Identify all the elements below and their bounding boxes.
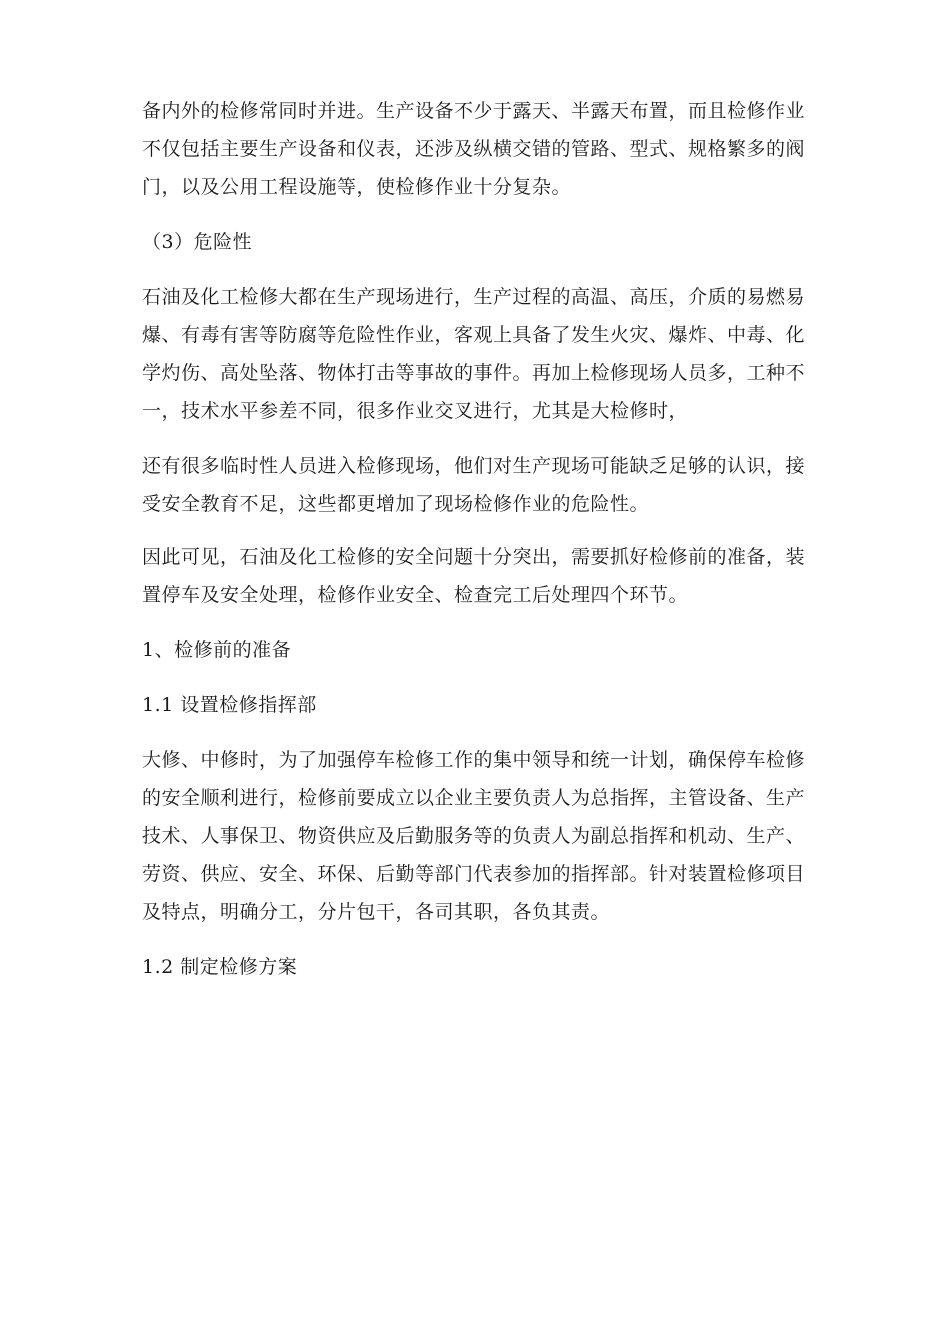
text-line: 因此可见，石油及化工检修的安全问题十分突出，需要抓好检修前的准备，装 bbox=[142, 546, 806, 568]
text-line: 爆、有毒有害等防腐等危险性作业，客观上具备了发生火灾、爆炸、中毒、化 bbox=[142, 324, 806, 346]
text-line: 不仅包括主要生产设备和仪表，还涉及纵横交错的管路、型式、规格繁多的阀 bbox=[142, 138, 806, 160]
text-line: 受安全教育不足，这些都更增加了现场检修作业的危险性。 bbox=[142, 493, 650, 515]
paragraph-danger bbox=[142, 278, 806, 430]
text-line: 的安全顺利进行，检修前要成立以企业主要负责人为总指挥，主管设备、生产 bbox=[142, 787, 806, 809]
section-heading-preparation: 1、检修前的准备 bbox=[142, 639, 292, 661]
subsection-heading-plan: 1.2 制定检修方案 bbox=[142, 956, 298, 978]
text-line: 技术、人事保卫、物资供应及后勤服务等的负责人为副总指挥和机动、生产、 bbox=[142, 825, 806, 847]
text-line: 置停车及安全处理，检修作业安全、检查完工后处理四个环节。 bbox=[142, 584, 689, 606]
heading-danger: （3）危险性 bbox=[142, 231, 253, 253]
text-line: 一，技术水平参差不同，很多作业交叉进行，尤其是大检修时， bbox=[142, 400, 689, 422]
subsection-heading-command: 1.1 设置检修指挥部 bbox=[142, 694, 317, 716]
paragraph-temporary-staff bbox=[142, 447, 806, 523]
text-line: 及特点，明确分工，分片包干，各司其职，各负其责。 bbox=[142, 901, 611, 923]
paragraph-conclusion bbox=[142, 538, 806, 614]
text-line: 劳资、供应、安全、环保、后勤等部门代表参加的指挥部。针对装置检修项目 bbox=[142, 863, 806, 885]
text-line: 石油及化工检修大都在生产现场进行，生产过程的高温、高压，介质的易燃易 bbox=[142, 286, 806, 308]
document-page bbox=[142, 92, 806, 986]
paragraph-command bbox=[142, 741, 806, 931]
text-line: 大修、中修时，为了加强停车检修工作的集中领导和统一计划，确保停车检修 bbox=[142, 749, 806, 771]
text-line: 学灼伤、高处坠落、物体打击等事故的事件。再加上检修现场人员多，工种不 bbox=[142, 362, 806, 384]
text-line: 门，以及公用工程设施等，使检修作业十分复杂。 bbox=[142, 176, 572, 198]
text-line: 备内外的检修常同时并进。生产设备不少于露天、半露天布置，而且检修作业 bbox=[142, 100, 806, 122]
text-line: 还有很多临时性人员进入检修现场，他们对生产现场可能缺乏足够的认识，接 bbox=[142, 455, 806, 477]
paragraph-complexity-continued bbox=[142, 92, 806, 206]
